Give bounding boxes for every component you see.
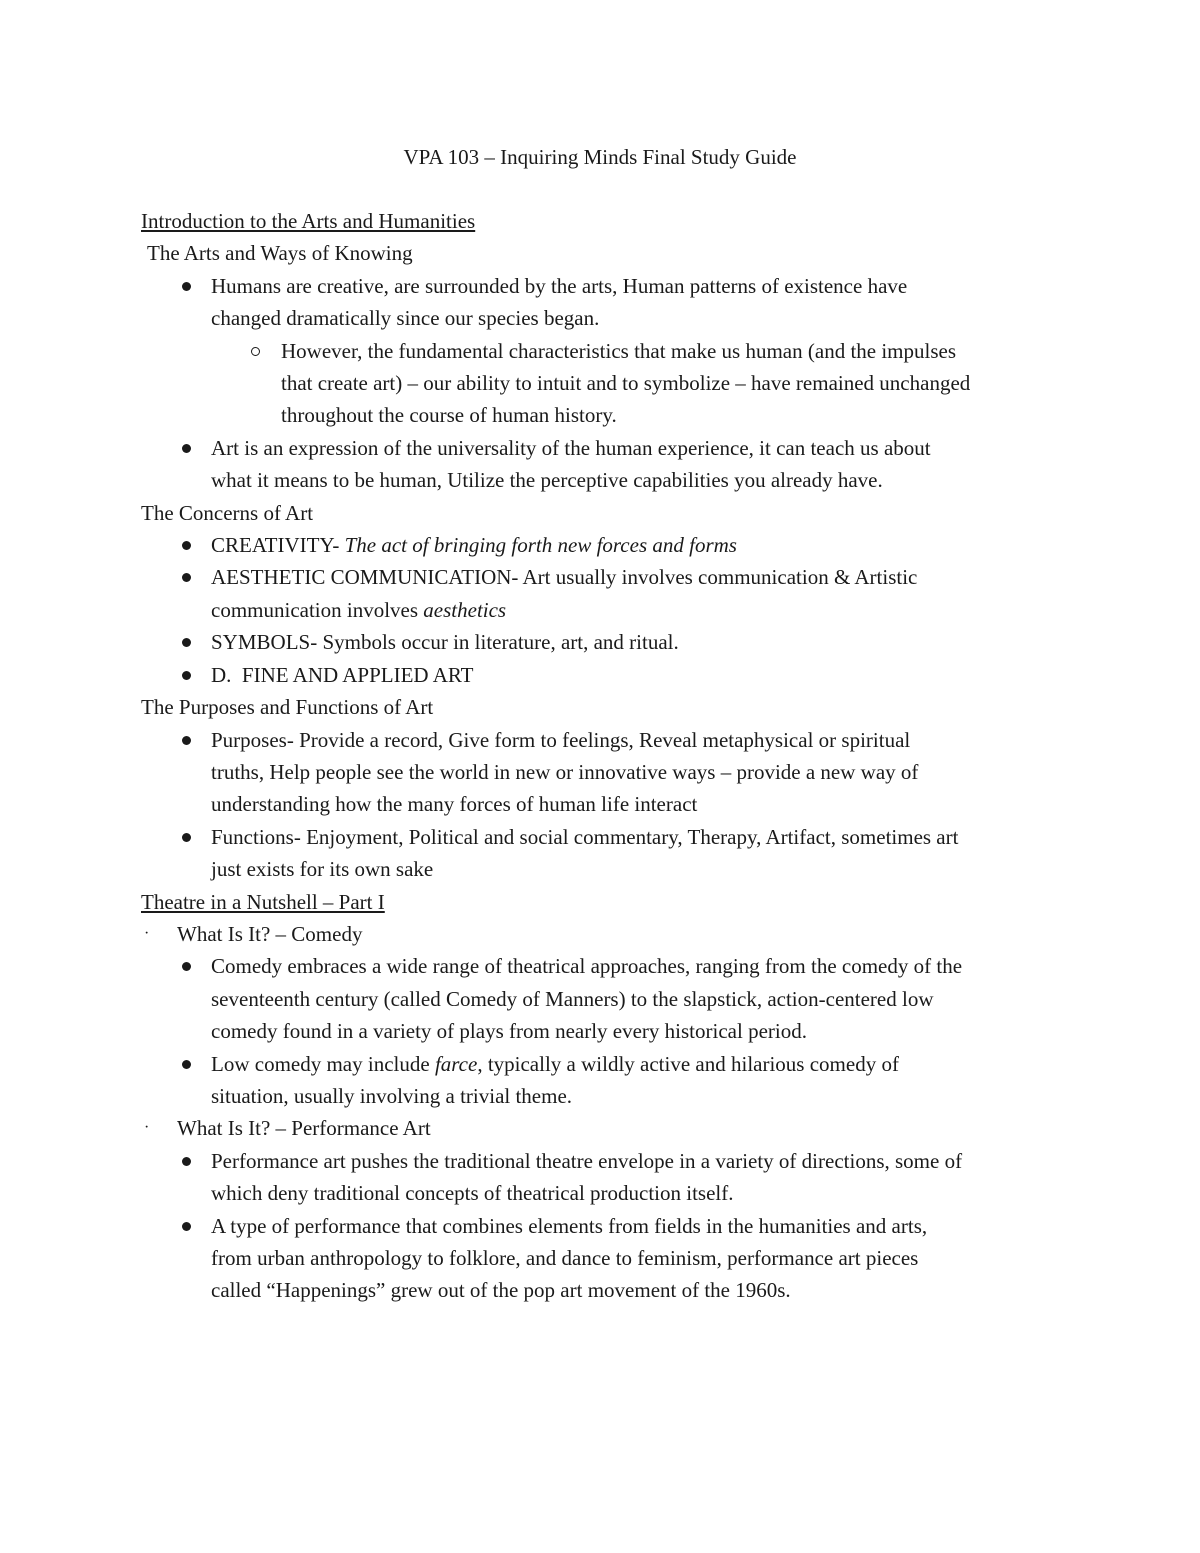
list-subitem-continuation: throughout the course of human history. xyxy=(281,403,617,428)
list-item: SYMBOLS- Symbols occur in literature, art, and ritual. xyxy=(141,626,1071,658)
list-item-continuation: what it means to be human, Utilize the perceptive capabilities you already have. xyxy=(211,468,883,493)
bullet-icon xyxy=(182,444,191,453)
list-item-continuation: comedy found in a variety of plays from nearly every historical period. xyxy=(211,1019,807,1044)
bullet-icon xyxy=(182,541,191,550)
bullet-icon xyxy=(182,638,191,647)
list-item-continuation: communication involves aesthetics xyxy=(211,597,507,622)
list-item: A type of performance that combines elements from fields in the humanities and arts, xyxy=(141,1210,1071,1242)
subheading-performance-art: · What Is It? – Performance Art xyxy=(141,1112,1071,1144)
bullet-icon xyxy=(182,671,191,680)
page-title: VPA 103 – Inquiring Minds Final Study Guide xyxy=(403,145,797,169)
list-item-continuation: situation, usually involving a trivial theme. xyxy=(211,1083,573,1108)
list-item-continuation: called “Happenings” grew out of the pop art movement of the 1960s. xyxy=(211,1278,791,1303)
list-subitem: However, the fundamental characteristics that make us human (and the impulses xyxy=(141,335,1071,367)
list-subitem-continuation: that create art) – our ability to intuit and to symbolize – have remained unchanged xyxy=(281,371,971,396)
list-item-continuation: truths, Help people see the world in new or innovative ways – provide a new way of xyxy=(211,759,919,784)
bullet-icon xyxy=(182,962,191,971)
document-body xyxy=(141,205,1071,1307)
section-heading-theatre: Theatre in a Nutshell – Part I xyxy=(141,889,385,914)
list-item: Art is an expression of the universality of the human experience, it can teach us about xyxy=(141,432,1071,464)
bullet-icon xyxy=(182,282,191,291)
list-item: Purposes- Provide a record, Give form to feelings, Reveal metaphysical or spiritual xyxy=(141,724,1071,756)
list-item: AESTHETIC COMMUNICATION- Art usually involves communication & Artistic xyxy=(141,561,1071,593)
bullet-icon xyxy=(182,1222,191,1231)
list-item: Performance art pushes the traditional theatre envelope in a variety of directions, some of xyxy=(141,1145,1071,1177)
list-item: D. FINE AND APPLIED ART xyxy=(141,659,1071,691)
subheading-purposes: The Purposes and Functions of Art xyxy=(141,695,434,720)
list-item-continuation: from urban anthropology to folklore, and dance to feminism, performance art pieces xyxy=(211,1246,919,1270)
bullet-icon xyxy=(182,736,191,745)
list-item: Comedy embraces a wide range of theatrical approaches, ranging from the comedy of the xyxy=(141,950,1071,982)
list-item: CREATIVITY- The act of bringing forth new forces and forms xyxy=(141,529,1071,561)
middot-marker: · xyxy=(144,1119,150,1137)
list-item-continuation: changed dramatically since our species began. xyxy=(211,306,600,331)
list-item-continuation: understanding how the many forces of human life interact xyxy=(211,792,698,817)
middot-marker: · xyxy=(144,924,150,942)
subheading-ways-of-knowing: The Arts and Ways of Knowing xyxy=(147,241,413,266)
bullet-icon xyxy=(182,1157,191,1166)
list-item-continuation: just exists for its own sake xyxy=(211,857,434,882)
list-item-continuation: which deny traditional concepts of theatrical production itself. xyxy=(211,1181,734,1206)
section-heading-intro: Introduction to the Arts and Humanities xyxy=(141,209,476,233)
subheading-comedy: · What Is It? – Comedy xyxy=(141,918,1071,950)
list-item: Low comedy may include farce, typically a wildly active and hilarious comedy of xyxy=(141,1048,1071,1080)
bullet-icon xyxy=(182,833,191,842)
bullet-icon xyxy=(182,1060,191,1069)
list-item: Humans are creative, are surrounded by the arts, Human patterns of existence have xyxy=(141,270,1071,302)
subheading-concerns: The Concerns of Art xyxy=(141,500,314,525)
bullet-icon xyxy=(182,573,191,582)
list-item: Functions- Enjoyment, Political and social commentary, Therapy, Artifact, sometimes art xyxy=(141,821,1071,853)
list-item-continuation: seventeenth century (called Comedy of Manners) to the slapstick, action-centered low xyxy=(211,986,934,1011)
hollow-bullet-icon xyxy=(251,347,260,356)
